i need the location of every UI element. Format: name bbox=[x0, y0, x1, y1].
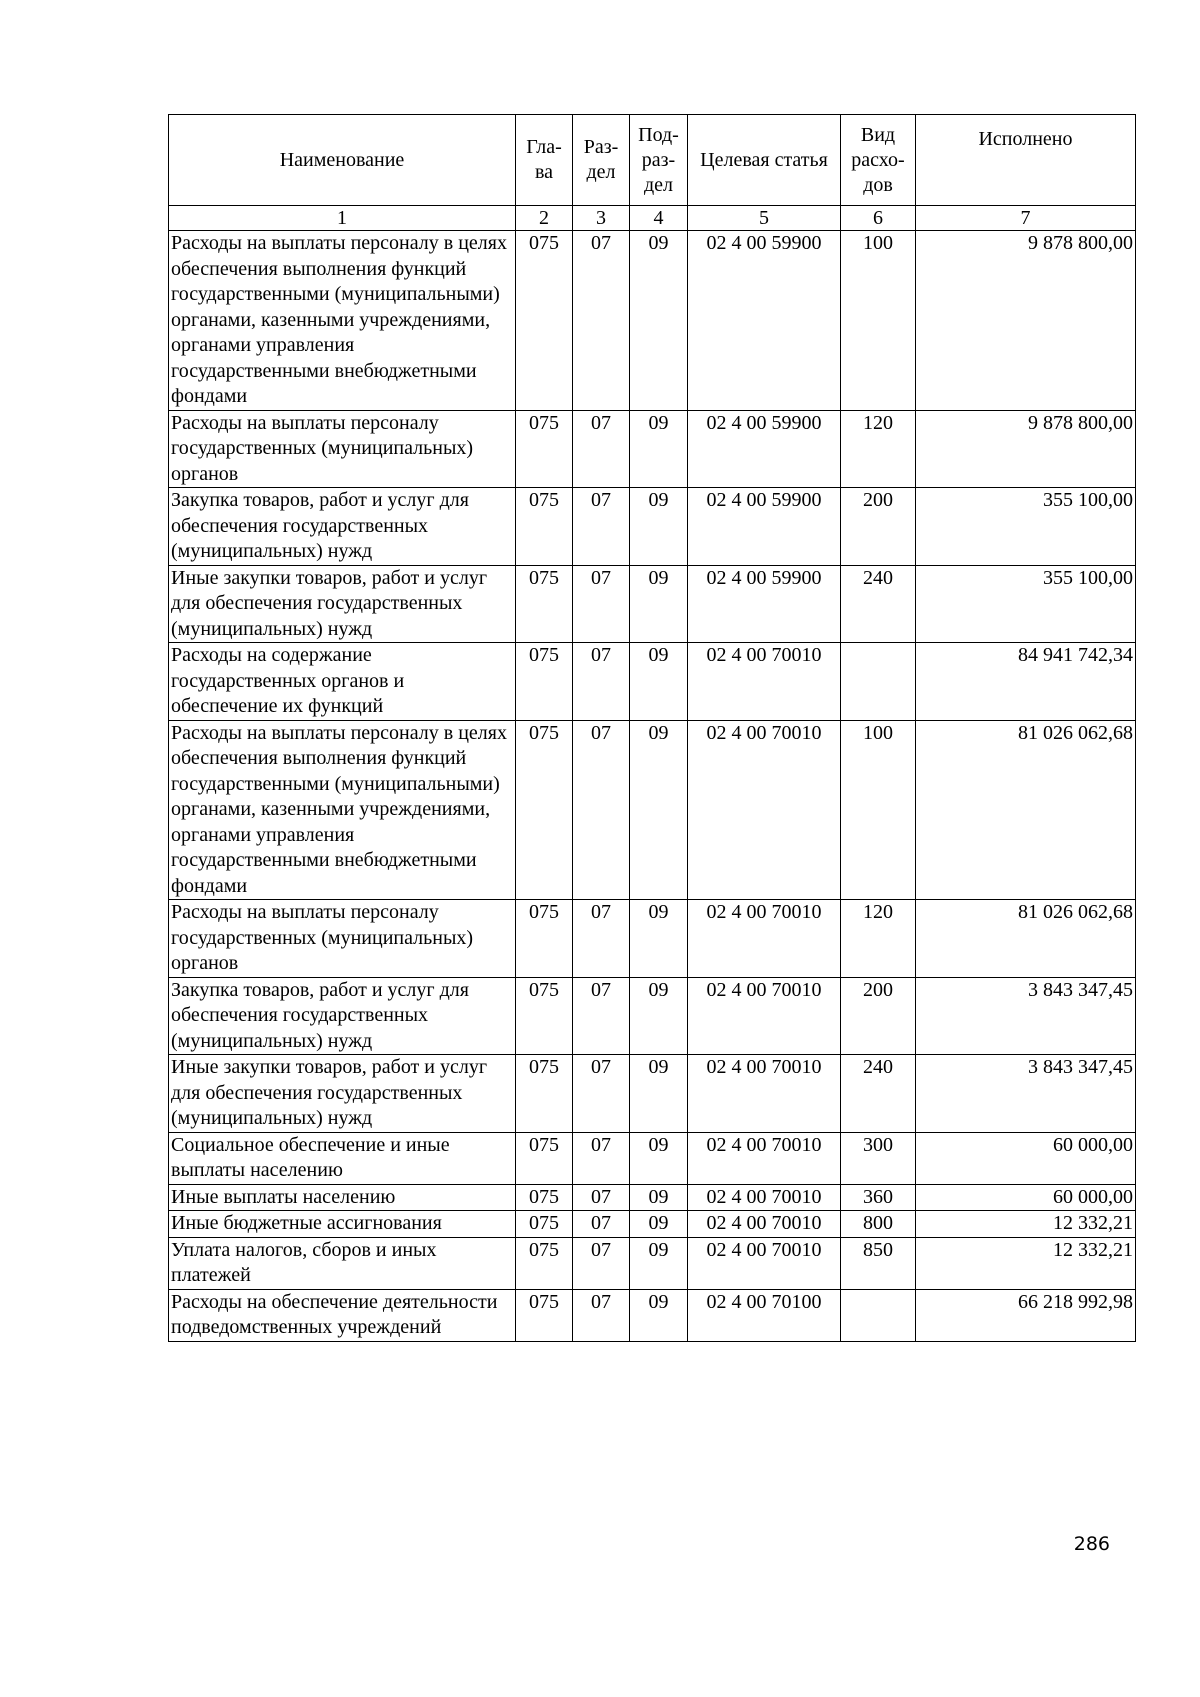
row-expense-type: 100 bbox=[841, 720, 916, 900]
row-chapter: 075 bbox=[516, 1289, 573, 1341]
row-expense-type: 120 bbox=[841, 410, 916, 488]
budget-execution-table bbox=[168, 114, 1136, 1342]
row-name: Уплата налогов, сборов и иных платежей bbox=[169, 1237, 516, 1289]
row-target-article: 02 4 00 70010 bbox=[688, 1237, 841, 1289]
table-row bbox=[169, 1055, 1136, 1133]
row-name: Иные выплаты населению bbox=[169, 1184, 516, 1211]
row-executed-amount: 81 026 062,68 bbox=[916, 900, 1136, 978]
row-executed-amount: 84 941 742,34 bbox=[916, 643, 1136, 721]
row-target-article: 02 4 00 70010 bbox=[688, 900, 841, 978]
row-subsection: 09 bbox=[630, 643, 688, 721]
column-number: 1 bbox=[169, 206, 516, 231]
row-section: 07 bbox=[573, 1237, 630, 1289]
row-executed-amount: 355 100,00 bbox=[916, 565, 1136, 643]
header-expense-type: Вид расхо- дов bbox=[841, 115, 916, 206]
table-row bbox=[169, 1289, 1136, 1341]
header-executed: Исполнено bbox=[916, 115, 1136, 206]
row-chapter: 075 bbox=[516, 1184, 573, 1211]
table-row bbox=[169, 488, 1136, 566]
row-name: Иные закупки товаров, работ и услуг для обеспечения государственных (муниципальных) нужд bbox=[169, 1055, 516, 1133]
row-section: 07 bbox=[573, 231, 630, 411]
row-subsection: 09 bbox=[630, 488, 688, 566]
row-subsection: 09 bbox=[630, 1237, 688, 1289]
row-chapter: 075 bbox=[516, 900, 573, 978]
row-expense-type: 360 bbox=[841, 1184, 916, 1211]
row-name: Расходы на выплаты персоналу государственных (муниципальных) органов bbox=[169, 410, 516, 488]
column-number: 3 bbox=[573, 206, 630, 231]
row-target-article: 02 4 00 70010 bbox=[688, 1055, 841, 1133]
row-expense-type bbox=[841, 643, 916, 721]
header-chapter: Гла- ва bbox=[516, 115, 573, 206]
table-body bbox=[169, 231, 1136, 1342]
row-section: 07 bbox=[573, 1184, 630, 1211]
column-number-row bbox=[169, 206, 1136, 231]
row-executed-amount: 81 026 062,68 bbox=[916, 720, 1136, 900]
table-row bbox=[169, 1132, 1136, 1184]
row-chapter: 075 bbox=[516, 565, 573, 643]
row-section: 07 bbox=[573, 1055, 630, 1133]
row-name: Расходы на выплаты персоналу в целях обеспечения выполнения функций государственными (муниципальными) органами, казенными учреждениями, органами управления государственными внебюджетными фондами bbox=[169, 231, 516, 411]
table-row bbox=[169, 720, 1136, 900]
row-subsection: 09 bbox=[630, 231, 688, 411]
row-expense-type: 100 bbox=[841, 231, 916, 411]
row-expense-type: 240 bbox=[841, 565, 916, 643]
row-executed-amount: 60 000,00 bbox=[916, 1132, 1136, 1184]
column-number: 6 bbox=[841, 206, 916, 231]
row-name: Закупка товаров, работ и услуг для обеспечения государственных (муниципальных) нужд bbox=[169, 488, 516, 566]
row-name: Расходы на обеспечение деятельности подведомственных учреждений bbox=[169, 1289, 516, 1341]
row-section: 07 bbox=[573, 720, 630, 900]
row-subsection: 09 bbox=[630, 410, 688, 488]
column-number: 2 bbox=[516, 206, 573, 231]
table-row bbox=[169, 1237, 1136, 1289]
row-target-article: 02 4 00 70010 bbox=[688, 720, 841, 900]
row-subsection: 09 bbox=[630, 1132, 688, 1184]
row-target-article: 02 4 00 70010 bbox=[688, 1184, 841, 1211]
row-target-article: 02 4 00 59900 bbox=[688, 488, 841, 566]
row-name: Расходы на содержание государственных органов и обеспечение их функций bbox=[169, 643, 516, 721]
row-subsection: 09 bbox=[630, 900, 688, 978]
table-header-row bbox=[169, 115, 1136, 206]
row-executed-amount: 9 878 800,00 bbox=[916, 231, 1136, 411]
row-name: Расходы на выплаты персоналу государственных (муниципальных) органов bbox=[169, 900, 516, 978]
table-row bbox=[169, 565, 1136, 643]
row-expense-type: 300 bbox=[841, 1132, 916, 1184]
row-chapter: 075 bbox=[516, 1237, 573, 1289]
row-chapter: 075 bbox=[516, 643, 573, 721]
column-number: 4 bbox=[630, 206, 688, 231]
row-target-article: 02 4 00 70010 bbox=[688, 1211, 841, 1238]
row-chapter: 075 bbox=[516, 231, 573, 411]
row-expense-type: 240 bbox=[841, 1055, 916, 1133]
row-section: 07 bbox=[573, 900, 630, 978]
row-name: Иные бюджетные ассигнования bbox=[169, 1211, 516, 1238]
table-row bbox=[169, 900, 1136, 978]
header-subsection: Под- раз- дел bbox=[630, 115, 688, 206]
row-executed-amount: 12 332,21 bbox=[916, 1237, 1136, 1289]
row-name: Социальное обеспечение и иные выплаты населению bbox=[169, 1132, 516, 1184]
row-target-article: 02 4 00 59900 bbox=[688, 231, 841, 411]
row-executed-amount: 66 218 992,98 bbox=[916, 1289, 1136, 1341]
row-name: Расходы на выплаты персоналу в целях обеспечения выполнения функций государственными (муниципальными) органами, казенными учреждениями, органами управления государственными внебюджетными фондами bbox=[169, 720, 516, 900]
column-number: 5 bbox=[688, 206, 841, 231]
row-section: 07 bbox=[573, 565, 630, 643]
row-subsection: 09 bbox=[630, 1055, 688, 1133]
page-number: 286 bbox=[1073, 1533, 1110, 1555]
header-section: Раз- дел bbox=[573, 115, 630, 206]
row-section: 07 bbox=[573, 1289, 630, 1341]
row-executed-amount: 9 878 800,00 bbox=[916, 410, 1136, 488]
row-chapter: 075 bbox=[516, 410, 573, 488]
row-executed-amount: 12 332,21 bbox=[916, 1211, 1136, 1238]
header-name: Наименование bbox=[169, 115, 516, 206]
row-chapter: 075 bbox=[516, 977, 573, 1055]
row-target-article: 02 4 00 70010 bbox=[688, 1132, 841, 1184]
row-target-article: 02 4 00 70010 bbox=[688, 977, 841, 1055]
table-row bbox=[169, 1211, 1136, 1238]
row-section: 07 bbox=[573, 977, 630, 1055]
row-chapter: 075 bbox=[516, 1132, 573, 1184]
row-expense-type: 800 bbox=[841, 1211, 916, 1238]
table-row bbox=[169, 231, 1136, 411]
row-executed-amount: 355 100,00 bbox=[916, 488, 1136, 566]
row-subsection: 09 bbox=[630, 1211, 688, 1238]
row-chapter: 075 bbox=[516, 1055, 573, 1133]
row-section: 07 bbox=[573, 488, 630, 566]
row-expense-type: 200 bbox=[841, 488, 916, 566]
row-expense-type: 200 bbox=[841, 977, 916, 1055]
row-expense-type: 120 bbox=[841, 900, 916, 978]
row-target-article: 02 4 00 59900 bbox=[688, 410, 841, 488]
row-subsection: 09 bbox=[630, 1289, 688, 1341]
header-article: Целевая статья bbox=[688, 115, 841, 206]
row-executed-amount: 3 843 347,45 bbox=[916, 977, 1136, 1055]
row-chapter: 075 bbox=[516, 720, 573, 900]
row-target-article: 02 4 00 59900 bbox=[688, 565, 841, 643]
row-subsection: 09 bbox=[630, 977, 688, 1055]
table-row bbox=[169, 410, 1136, 488]
row-chapter: 075 bbox=[516, 488, 573, 566]
row-subsection: 09 bbox=[630, 565, 688, 643]
row-section: 07 bbox=[573, 1211, 630, 1238]
row-expense-type: 850 bbox=[841, 1237, 916, 1289]
row-name: Иные закупки товаров, работ и услуг для обеспечения государственных (муниципальных) нужд bbox=[169, 565, 516, 643]
row-section: 07 bbox=[573, 1132, 630, 1184]
column-number: 7 bbox=[916, 206, 1136, 231]
row-expense-type bbox=[841, 1289, 916, 1341]
row-section: 07 bbox=[573, 643, 630, 721]
row-target-article: 02 4 00 70100 bbox=[688, 1289, 841, 1341]
row-executed-amount: 60 000,00 bbox=[916, 1184, 1136, 1211]
row-target-article: 02 4 00 70010 bbox=[688, 643, 841, 721]
row-executed-amount: 3 843 347,45 bbox=[916, 1055, 1136, 1133]
row-subsection: 09 bbox=[630, 720, 688, 900]
table-row bbox=[169, 977, 1136, 1055]
row-name: Закупка товаров, работ и услуг для обеспечения государственных (муниципальных) нужд bbox=[169, 977, 516, 1055]
row-chapter: 075 bbox=[516, 1211, 573, 1238]
row-subsection: 09 bbox=[630, 1184, 688, 1211]
table-row bbox=[169, 1184, 1136, 1211]
row-section: 07 bbox=[573, 410, 630, 488]
table-row bbox=[169, 643, 1136, 721]
